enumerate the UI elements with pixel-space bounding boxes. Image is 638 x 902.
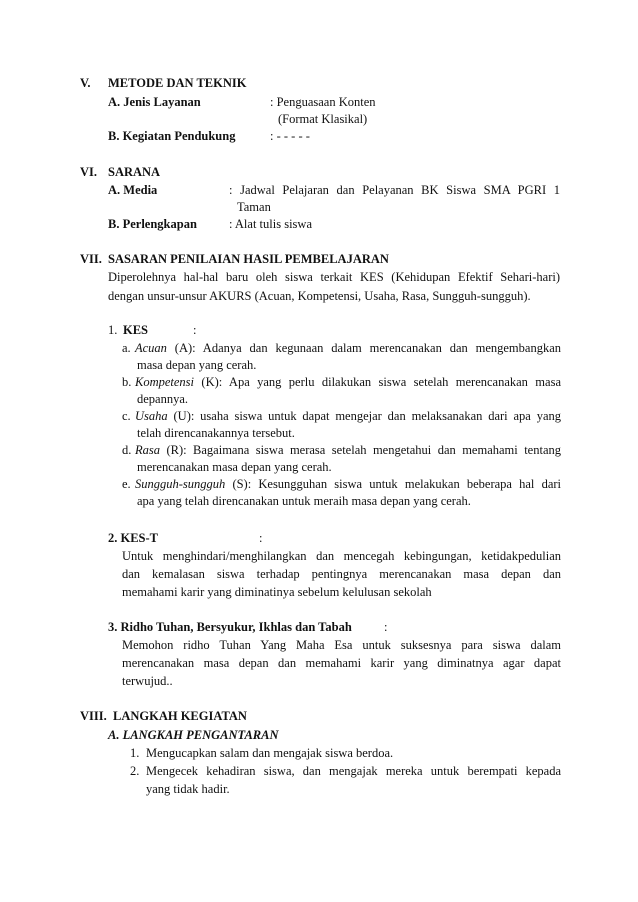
kest-label: 2. KES-T — [108, 531, 159, 545]
kes-item-c-term: Usaha — [135, 409, 168, 423]
kes-item-d-prefix: d. — [122, 443, 132, 457]
kes-item-a-term: Acuan — [135, 341, 167, 355]
section-7-title: SASARAN PENILAIAN HASIL PEMBELAJARAN — [108, 252, 389, 266]
sasaran-intro-line-2: dengan unsur-unsur AKURS (Acuan, Kompetensi, Usaha, Rasa, Sungguh-sungguh). — [108, 289, 531, 303]
section-5-number: V. — [80, 76, 91, 90]
kes-item-d-line-2: merencanakan masa depan yang cerah. — [137, 460, 332, 474]
kes-item-a-prefix: a. — [122, 341, 131, 355]
jenis-layanan-format: (Format Klasikal) — [278, 112, 368, 126]
ridho-colon: : — [384, 620, 388, 634]
step-2-line-2: yang tidak hadir. — [146, 782, 230, 796]
section-7-number: VII. — [80, 252, 102, 266]
kest-line-2: dan kemalasan siswa terhadap pentingnya merencanakan masa depan dan — [122, 567, 561, 581]
kes-label: KES — [123, 323, 149, 337]
section-8-number: VIII. — [80, 709, 107, 723]
kes-item-b-prefix: b. — [122, 375, 132, 389]
step-1-number: 1. — [130, 746, 140, 760]
kest-line-3: memahami karir yang diminatinya sebelum kelulusan sekolah — [122, 585, 432, 599]
kes-item-c-prefix: c. — [122, 409, 131, 423]
section-5-title: METODE DAN TEKNIK — [108, 76, 247, 90]
media-value-cont: Taman — [237, 200, 271, 214]
ridho-line-1: Memohon ridho Tuhan Yang Maha Esa untuk suksesnya para siswa dalam — [122, 638, 561, 652]
kes-number: 1. — [108, 323, 118, 337]
kes-item-c-line-2: telah direncanakannya tersebut. — [137, 426, 295, 440]
sasaran-intro-line-1: Diperolehnya hal-hal baru oleh siswa terkait KES (Kehidupan Efektif Sehari-hari) — [108, 270, 560, 284]
kes-item-a-line-1 — [135, 340, 561, 356]
jenis-layanan-label: A. Jenis Layanan — [108, 95, 201, 109]
kegiatan-pendukung-label: B. Kegiatan Pendukung — [108, 129, 236, 143]
kes-item-e-text: (S): Kesungguhan siswa untuk melakukan beberapa hal dari — [225, 477, 561, 491]
section-6-title: SARANA — [108, 165, 161, 179]
kes-item-b-line-1 — [135, 374, 561, 390]
kes-item-a-line-2: masa depan yang cerah. — [137, 358, 257, 372]
media-value: : Jadwal Pelajaran dan Pelayanan BK Siswa SMA PGRI 1 — [229, 183, 560, 197]
kes-item-b-text: (K): Apa yang perlu dilakukan siswa setelah merencanakan masa — [194, 375, 561, 389]
kes-item-e-term: Sungguh-sungguh — [135, 477, 226, 491]
kes-item-e-line-1 — [135, 476, 561, 492]
kes-item-d-term: Rasa — [135, 443, 160, 457]
kes-item-e-line-2: apa yang telah direncanakan untuk meraih masa depan yang cerah. — [137, 494, 471, 508]
step-1-text: Mengucapkan salam dan mengajak siswa berdoa. — [146, 746, 394, 760]
ridho-label: 3. Ridho Tuhan, Bersyukur, Ikhlas dan Tabah — [108, 620, 352, 634]
jenis-layanan-value: : Penguasaan Konten — [270, 95, 376, 109]
kes-item-a-text: (A): Adanya dan kegunaan dalam merencanakan dan mengembangkan — [166, 341, 561, 355]
section-6-number: VI. — [80, 165, 98, 179]
ridho-line-3: terwujud.. — [122, 674, 173, 688]
kest-colon: : — [259, 531, 263, 545]
kest-line-1: Untuk menghindari/menghilangkan dan mencegah kebingungan, ketidakpedulian — [122, 549, 561, 563]
kes-item-c-line-1 — [135, 408, 561, 424]
kes-item-d-line-1 — [135, 442, 561, 458]
ridho-line-2: merencanakan masa depan dan memahami karir yang diminatnya agar dapat — [122, 656, 561, 670]
kes-item-c-text: (U): usaha siswa untuk dapat mengejar dan melaksanakan dari apa yang — [167, 409, 561, 423]
media-label: A. Media — [108, 183, 158, 197]
kes-item-e-prefix: e. — [122, 477, 131, 491]
perlengkapan-label: B. Perlengkapan — [108, 217, 197, 231]
step-2-line-1: Mengecek kehadiran siswa, dan mengajak mereka untuk berempati kepada — [146, 764, 561, 778]
langkah-pengantaran-heading: A. LANGKAH PENGANTARAN — [108, 728, 279, 742]
kes-item-b-line-2: depannya. — [137, 392, 189, 406]
step-2-number: 2. — [130, 764, 140, 778]
perlengkapan-value: : Alat tulis siswa — [229, 217, 312, 231]
kegiatan-pendukung-value: : - - - - - — [270, 129, 310, 143]
section-8-title: LANGKAH KEGIATAN — [113, 709, 247, 723]
kes-colon: : — [193, 323, 197, 337]
kes-item-d-text: (R): Bagaimana siswa merasa setelah mengetahui dan memahami tentang — [160, 443, 561, 457]
kes-item-b-term: Kompetensi — [135, 375, 195, 389]
